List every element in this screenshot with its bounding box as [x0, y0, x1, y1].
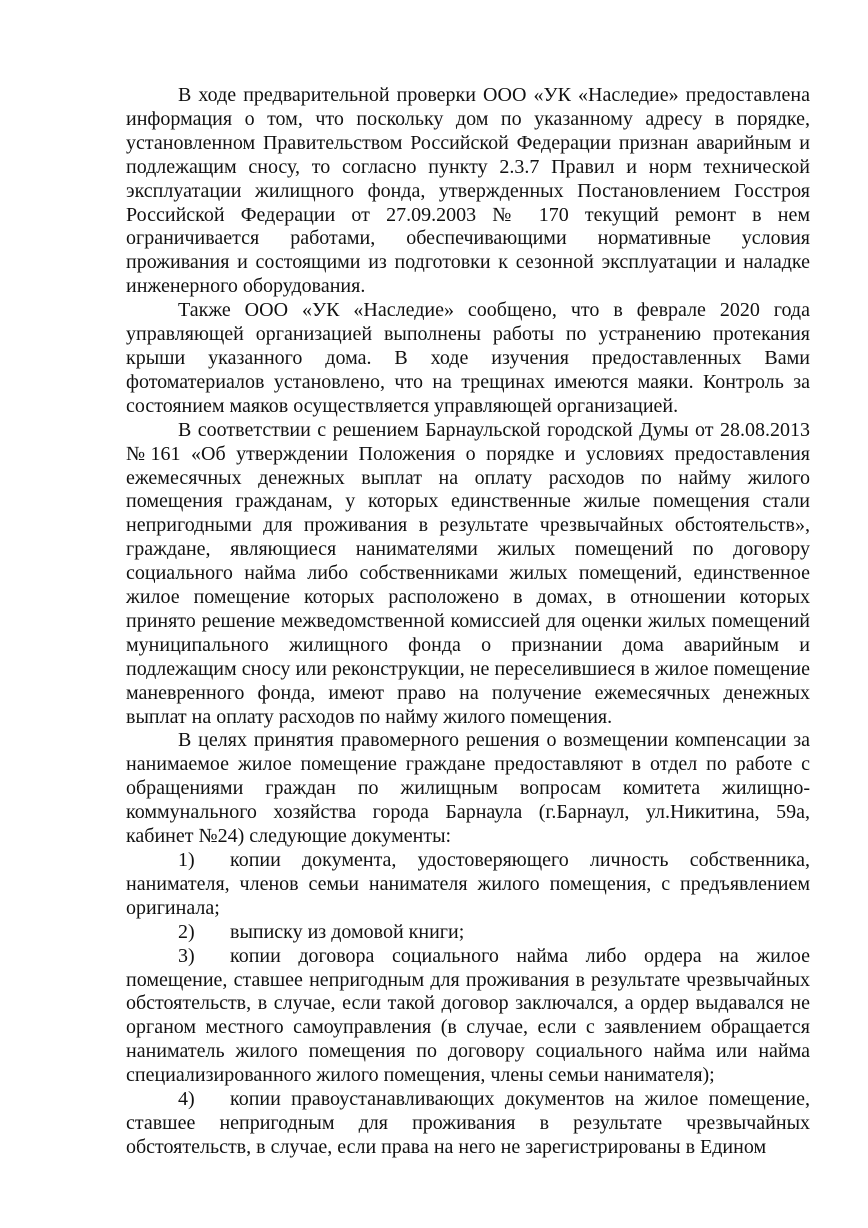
list-item	[126, 945, 810, 1088]
paragraph-documents-intro: В целях принятия правомерного решения о возмещении компенсации за нанимаемое жилое помещение граждане предоставляют в отдел по работе с обращениями граждан по жилищным вопросам комитета жилищно-коммунального хозяйства города Барнаула (г.Барнаул, ул.Никитина, 59а, кабинет №24) следующие документы:	[126, 729, 810, 848]
list-item-text: копии договора социального найма либо ордера на жилое помещение, ставшее непригодным для проживания в результате чрезвычайных обстоятельств, в случае, если такой договор заключался, а ордер выдавался не органом местного самоуправления (в случае, если с заявлением обращается наниматель жилого помещения по договору социального найма или найма специализированного жилого помещения, члены семьи нанимателя);	[126, 944, 810, 1087]
list-item-number: 4)	[178, 1088, 195, 1111]
list-item-text: выписку из домовой книги;	[230, 920, 465, 943]
list-item	[126, 1088, 810, 1160]
list-item	[126, 849, 810, 921]
list-item-number: 2)	[178, 920, 195, 943]
list-item-number: 1)	[178, 849, 195, 871]
list-item-text: копии документа, удостоверяющего личность собственника, нанимателя, членов семьи нанимателя жилого помещения, с предъявлением оригинала;	[126, 849, 810, 919]
paragraph-city-duma-decision: В соответствии с решением Барнаульской городской Думы от 28.08.2013 №161 «Об утверждении Положения о порядке и условиях предоставления ежемесячных денежных выплат на оплату расходов по найму жилого помещения гражданам, у которых единственные жилые помещения стали непригодными для проживания в результате чрезвычайных обстоятельств», граждане, являющиеся нанимателями жилых помещений по договору социального найма либо собственниками жилых помещений, единственное жилое помещение которых расположено в домах, в отношении которых принято решение межведомственной комиссией для оценки жилых помещений муниципального жилищного фонда о признании дома аварийным и подлежащим сносу или реконструкции, не переселившиеся в жилое помещение маневренного фонда, имеют право на получение ежемесячных денежных выплат на оплату расходов по найму жилого помещения.	[126, 418, 810, 728]
list-item-text: копии правоустанавливающих документов на жилое помещение, ставшее непригодным для проживания в результате чрезвычайных обстоятельств, в случае, если права на него не зарегистрированы в Едином	[126, 1088, 810, 1158]
paragraph-roof-repair: Также ООО «УК «Наследие» сообщено, что в феврале 2020 года управляющей организацией выполнены работы по устранению протекания крыши указанного дома. В ходе изучения предоставленных Вами фотоматериалов установлено, что на трещинах имеются маяки. Контроль за состоянием маяков осуществляется управляющей организацией.	[126, 299, 810, 417]
paragraph-inspection: В ходе предварительной проверки ООО «УК «Наследие» предоставлена информация о том, что поскольку дом по указанному адресу в порядке, установленном Правительством Российской Федерации признан аварийным и подлежащим сносу, то согласно пункту 2.3.7 Правил и норм технической эксплуатации жилищного фонда, утвержденных Постановлением Госстроя Российской Федерации от 27.09.2003 № 170 текущий ремонт в нем ограничивается работами, обеспечивающими нормативные условия проживания и состоящими из подготовки к сезонной эксплуатации и наладке инженерного оборудования.	[126, 84, 810, 298]
list-item-number: 3)	[178, 944, 195, 967]
list-item	[126, 921, 810, 945]
document-page	[126, 84, 810, 1160]
